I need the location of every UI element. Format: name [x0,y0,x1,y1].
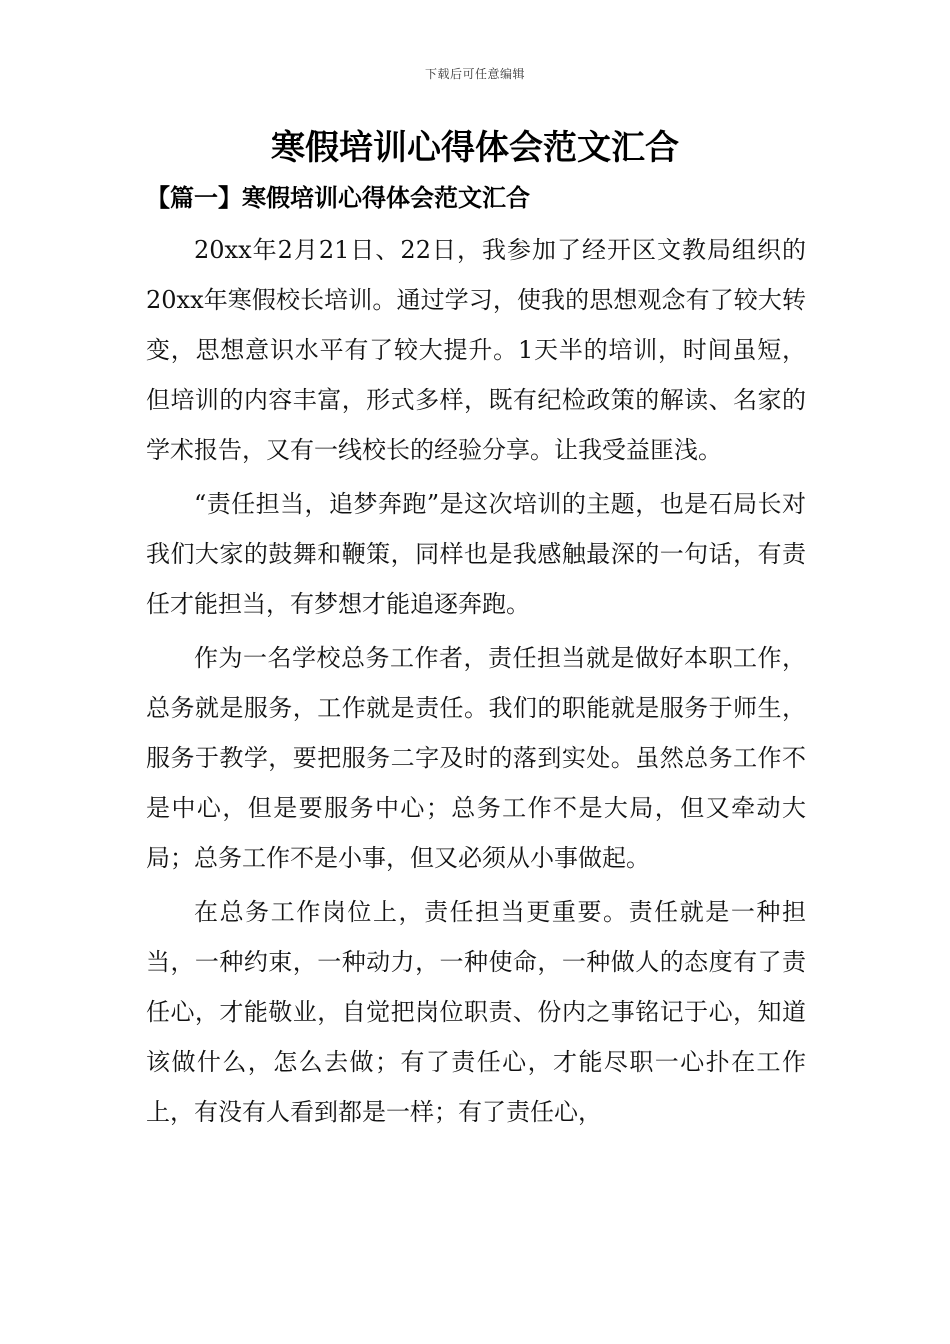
paragraph-2: “责任担当，追梦奔跑”是这次培训的主题，也是石局长对我们大家的鼓舞和鞭策，同样也是我感触最深的一句话，有责任才能担当，有梦想才能追逐奔跑。 [146,490,806,618]
section-heading: 【篇一】寒假培训心得体会范文汇合 [146,183,530,212]
header-note: 下载后可任意编辑 [424,67,525,81]
paragraph-4: 在总务工作岗位上，责任担当更重要。责任就是一种担当，一种约束，一种动力，一种使命，一种做人的态度有了责任心，才能敬业，自觉把岗位职责、份内之事铭记于心，知道该做什么，怎么去做；有了责任心，才能尽职一心扑在工作上，有没有人看到都是一样；有了责任心， [146,898,806,1126]
paragraph-3: 作为一名学校总务工作者，责任担当就是做好本职工作，总务就是服务，工作就是责任。我们的职能就是服务于师生，服务于教学，要把服务二字及时的落到实处。虽然总务工作不是中心，但是要服务中心；总务工作不是大局，但又牵动大局；总务工作不是小事，但又必须从小事做起。 [146,644,806,872]
document-title: 寒假培训心得体会范文汇合 [271,128,679,168]
paragraph-1: 20xx年2月21日、22日，我参加了经开区文教局组织的20xx年寒假校长培训。通过学习，使我的思想观念有了较大转变，思想意识水平有了较大提升。1天半的培训，时间虽短，但培训的内容丰富，形式多样，既有纪检政策的解读、名家的学术报告，又有一线校长的经验分享。让我受益匪浅。 [146,236,806,464]
document-body [146,225,806,1141]
